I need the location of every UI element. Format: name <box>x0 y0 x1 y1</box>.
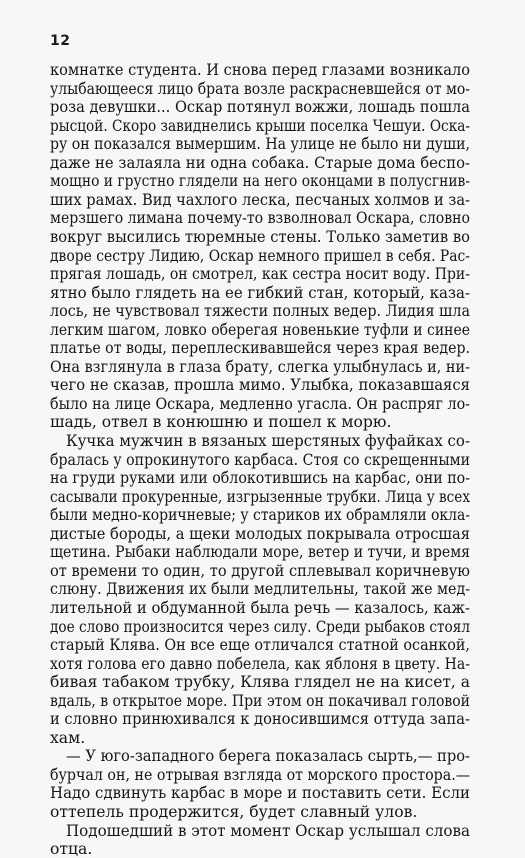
text-line: вдаль, в открытое море. При этом он покачивал головой <box>50 691 470 710</box>
text-line: ятно было глядеть на ее гибкий стан, который, каза- <box>50 283 470 302</box>
text-line: бурчал он, не отрывая взгляда от морского простора.— <box>50 765 470 784</box>
text-line: прягая лошадь, он смотрел, как сестра носит воду. При- <box>50 265 470 284</box>
text-line: дистые бороды, а щеки молодых покрывала отросшая <box>50 524 470 543</box>
text-line: мощно и грустно глядели на него оконцами в полусгнив- <box>50 172 470 191</box>
text-line: Кучка мужчин в вязаных шерстяных фуфайках со- <box>66 432 470 450</box>
text-line: старый Клява. Он все еще отличался статной осанкой, <box>50 636 470 655</box>
text-line: слюну. Движения их были медлительны, такой же мед- <box>50 580 470 599</box>
text-line: лось, не чувствовал тяжести полных ведер. Лидия шла <box>50 302 470 321</box>
text-line: лительной и обдуманной была речь — казалось, каж- <box>50 598 470 617</box>
text-line: ших рамах. Вид чахлого леска, песчаных холмов и за- <box>50 190 470 209</box>
text-line: на груди руками или облокотившись на карбас, они по- <box>50 469 470 488</box>
text-line: щетина. Рыбаки наблюдали море, ветер и тучи, и время <box>50 543 470 562</box>
text-line: вокруг высились тюремные стены. Только заметив во <box>50 227 470 246</box>
text-line: оттепель продержится, будет славный улов. <box>50 803 418 821</box>
text-line: улыбающееся лицо брата возле раскрасневшейся от мо- <box>50 79 470 98</box>
text-line: и словно принюхивался к доносившимся оттуда запа- <box>50 710 470 729</box>
text-line: дое слово произносится через силу. Среди рыбаков стоял <box>50 617 470 636</box>
text-line: бивая табаком трубку, Клява глядел не на кисет, а <box>50 673 470 692</box>
text-line: мерзшего лимана почему-то взволновал Оскара, словно <box>50 209 470 228</box>
text-line: хотя голова его давно побелела, как яблоня в цвету. На- <box>50 654 470 673</box>
text-line: отца. <box>50 840 93 858</box>
text-line: бралась у опрокинутого карбаса. Стоя со скрещенными <box>50 450 470 469</box>
text-line: рысцой. Скоро завиднелись крыши поселка Чешуи. Оска- <box>50 116 470 135</box>
text-line: роза девушки... Оскар потянул вожжи, лошадь пошла <box>50 98 470 117</box>
text-line: платье от воды, переплескивавшейся через края ведер. <box>50 339 470 358</box>
text-line: чего не сказав, прошла мимо. Улыбка, показавшаяся <box>50 376 470 395</box>
text-line: — У юго-западного берега показалась сырть,— про- <box>66 747 470 766</box>
text-line: были медно-коричневые; у стариков их обрамляли окла- <box>50 506 470 525</box>
text-line: легким шагом, ловко оберегая новенькие туфли и синее <box>50 320 470 339</box>
text-line: комнатке студента. И снова перед глазами возникало <box>50 61 470 79</box>
page-number: 12 <box>50 33 71 49</box>
text-line: даже не залаяла ни одна собака. Старые дома беспо- <box>50 153 470 172</box>
text-line: Подошедший в этот момент Оскар услышал слова <box>66 821 470 840</box>
text-line: было на лице Оскара, медленно угасла. Он распряг ло- <box>50 394 470 413</box>
text-line: Надо сдвинуть карбас в море и поставить сети. Если <box>50 784 470 803</box>
text-line: дворе сестру Лидию, Оскар немного пришел в себя. Рас- <box>50 246 470 265</box>
text-line: ру он показался вымершим. На улице не было ни души, <box>50 135 470 154</box>
text-line: от времени то один, то другой сплевывал коричневую <box>50 561 470 580</box>
text-line: сасывали прокуренные, изгрызенные трубки. Лица у всех <box>50 487 470 506</box>
text-line: хам. <box>50 728 86 747</box>
text-line: шадь, отвел в конюшню и пошел к морю. <box>50 413 392 432</box>
text-line: Она взглянула в глаза брату, слегка улыбнулась и, ни- <box>50 357 470 376</box>
